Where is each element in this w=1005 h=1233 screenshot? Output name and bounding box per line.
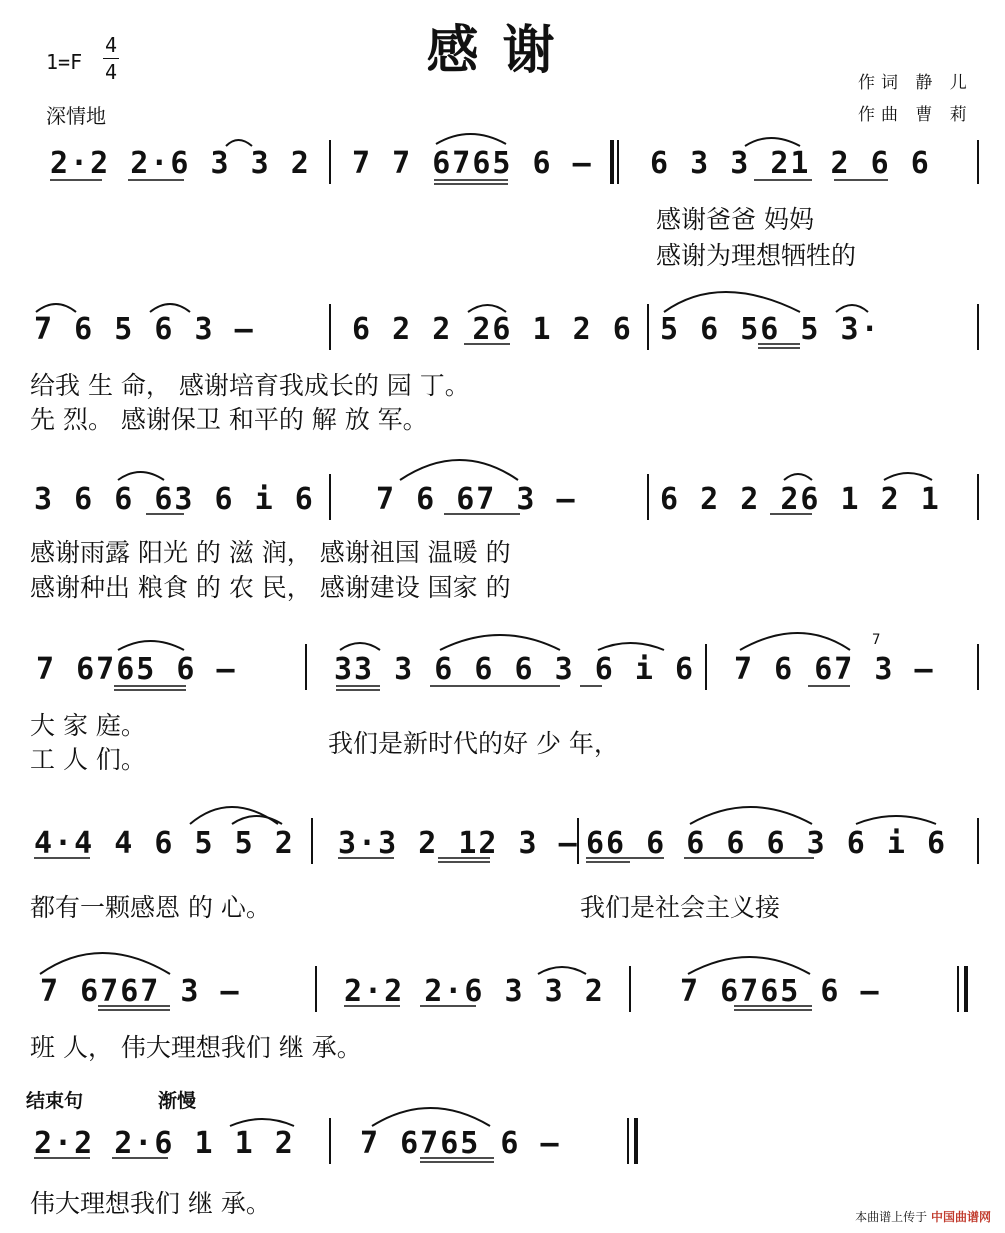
measure-notes: 2·2 2·6 3 3 2 (344, 974, 605, 1009)
lyric-line: 感谢雨露 阳光 的 滋 润， 感谢祖国 温暖 的 (30, 538, 511, 567)
tempo-marking: 深情地 (46, 104, 106, 128)
composer-credit: 作曲 曹 莉 (858, 105, 973, 125)
measure-notes: 2·2 2·6 3 3 2 (50, 146, 311, 181)
lyric-line: 工 人 们。 (30, 745, 146, 774)
lyric-line: 都有一颗感恩 的 心。 (30, 893, 271, 922)
measure-notes: 3·3 2 12 3 – (338, 826, 579, 861)
grace-note: 7 (872, 632, 881, 648)
measure-notes: 6 2 2 26 1 2 1 (660, 482, 941, 517)
lyric-line: 班 人， 伟大理想我们 继 承。 (30, 1033, 362, 1062)
lyric-line: 感谢为理想牺牲的 (656, 241, 857, 270)
ending-label: 结束句 (26, 1090, 84, 1112)
meter-bottom: 4 (104, 60, 118, 84)
lyric-line: 伟大理想我们 继 承。 (30, 1189, 271, 1218)
lyric-line: 大 家 庭。 (30, 711, 146, 740)
measure-notes: 7 6 67 3 – (376, 482, 577, 517)
slur (784, 474, 812, 480)
slur (538, 967, 586, 974)
slur (688, 957, 810, 974)
slur (118, 641, 184, 650)
measure-notes: 2·2 2·6 1 1 2 (34, 1126, 295, 1161)
slur (690, 807, 812, 824)
ritardando-label: 渐慢 (158, 1090, 197, 1112)
slur (856, 816, 936, 824)
measure-notes: 7 6 5 6 3 – (34, 312, 255, 347)
slur (400, 460, 518, 480)
slur (340, 643, 380, 650)
measure-notes: 7 6765 6 – (360, 1126, 561, 1161)
slur (40, 953, 170, 974)
footer-text: 本曲谱上传于 (855, 1210, 928, 1224)
slur (150, 304, 190, 312)
slur (230, 1119, 294, 1126)
slur (436, 134, 506, 144)
measure-notes: 5 6 56 5 3· (660, 312, 881, 347)
slur (740, 633, 850, 650)
key-signature: 1=F (46, 50, 83, 74)
slur (118, 472, 164, 480)
measure-notes: 4·4 4 6 5 5 2 (34, 826, 295, 861)
slur (190, 807, 278, 824)
measure-notes: 6 2 2 26 1 2 6 (352, 312, 633, 347)
lyric-line: 我们是社会主义接 (580, 893, 781, 922)
slur (468, 305, 506, 312)
measure-notes: 66 6 6 6 6 3 6 i 6 (586, 826, 948, 861)
slur (884, 473, 932, 480)
lyric-line: 我们是新时代的好 少 年， (328, 729, 619, 758)
measure-notes: 7 6765 6 – (36, 652, 237, 687)
slur (598, 643, 664, 650)
lyric-line: 给我 生 命， 感谢培育我成长的 园 丁。 (30, 371, 470, 400)
slur (36, 304, 76, 312)
slur (664, 292, 800, 312)
lyric-line: 感谢爸爸 妈妈 (656, 205, 814, 234)
lyric-line: 感谢种出 粮食 的 农 民， 感谢建设 国家 的 (30, 573, 511, 602)
slur (226, 140, 252, 146)
measure-notes: 6 3 3 21 2 6 6 (650, 146, 931, 181)
song-title: 感谢 (426, 21, 579, 81)
slur (745, 138, 800, 146)
meter-top: 4 (104, 33, 118, 57)
measure-notes: 7 6767 3 – (40, 974, 241, 1009)
measure-notes: 3 6 6 63 6 i 6 (34, 482, 315, 517)
slur (372, 1108, 490, 1126)
measure-notes: 7 6 67 3 – (734, 652, 935, 687)
lyricist-credit: 作词 静 儿 (858, 73, 973, 93)
measure-notes: 7 6765 6 – (680, 974, 881, 1009)
slur (440, 635, 560, 650)
measure-notes: 33 3 6 6 6 3 6 i 6 (334, 652, 696, 687)
slur (836, 305, 868, 312)
lyric-line: 先 烈。 感谢保卫 和平的 解 放 军。 (30, 405, 428, 434)
measure-notes: 7 7 6765 6 – (352, 146, 593, 181)
site-logo: 中国曲谱网 (930, 1210, 991, 1224)
